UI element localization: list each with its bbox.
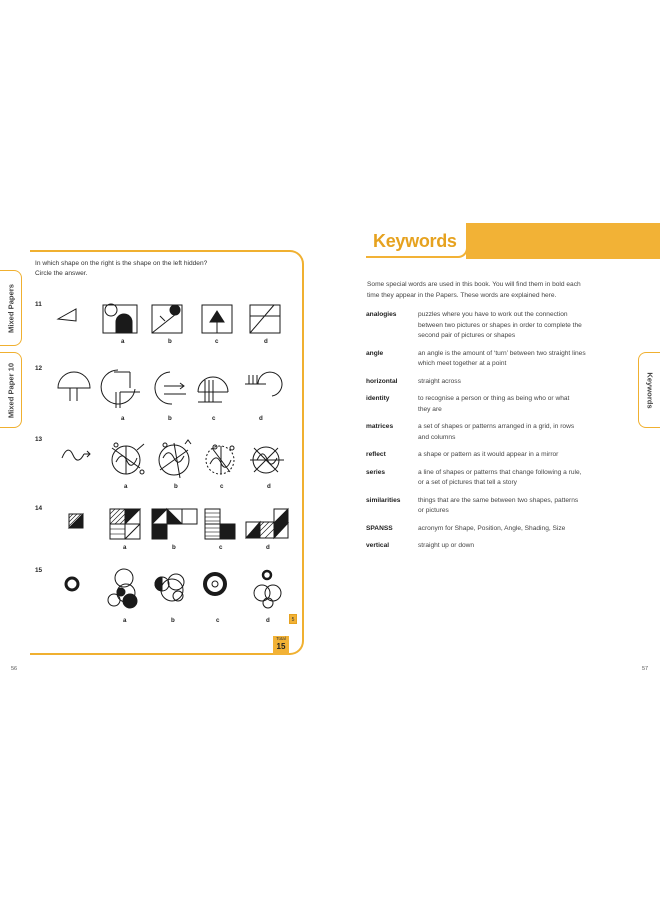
keyword-definition <box>418 310 616 349</box>
keyword-term: identity <box>366 395 390 402</box>
q13-option-d[interactable]: d <box>267 483 271 490</box>
keyword-term: matrices <box>366 423 394 430</box>
definition-line: or a set of pictures that tell a story <box>418 479 517 486</box>
definition-line: acronym for Shape, Position, Angle, Shading, Size <box>418 524 566 532</box>
keyword-definition <box>418 496 616 524</box>
keyword-row <box>366 422 616 450</box>
keyword-row <box>366 468 616 496</box>
question-number-15: 15 <box>35 567 43 574</box>
keyword-row <box>366 377 616 395</box>
definition-line: an angle is the amount of ‘turn’ between two straight lines <box>418 349 586 357</box>
definition-line: second pair of pictures or shapes <box>418 332 516 339</box>
keywords-intro <box>367 280 617 301</box>
keyword-definition <box>418 394 616 422</box>
q11-shape-b <box>152 305 182 333</box>
keyword-row <box>366 541 616 559</box>
keywords-table <box>366 310 616 559</box>
instruction-line-1: In which shape on the right is the shape on the left hidden? <box>35 260 208 267</box>
keyword-term: series <box>366 468 386 476</box>
q15-shape-a <box>108 569 137 608</box>
q15-shape-c <box>205 574 225 594</box>
keyword-definition <box>418 524 616 542</box>
definition-line: or pictures <box>418 507 449 514</box>
q12-shape-c <box>198 377 228 402</box>
q12-shape-b <box>155 372 186 404</box>
keyword-row <box>366 496 616 524</box>
q11-option-c[interactable]: c <box>215 338 219 345</box>
keyword-definition <box>418 468 616 496</box>
definition-line: puzzles where you have to work out the connection <box>418 311 568 318</box>
q15-shape-b <box>155 574 184 601</box>
keyword-row <box>366 524 616 542</box>
keywords-title-bar <box>466 223 660 259</box>
q14-target-shape <box>69 514 83 528</box>
keyword-row <box>366 450 616 468</box>
q14-shape-c <box>205 509 235 539</box>
definition-line: they are <box>418 405 442 413</box>
definition-line: a line of shapes or patterns that change following a rule, <box>418 468 582 476</box>
q11-option-d[interactable]: d <box>264 338 268 345</box>
keyword-definition <box>418 377 616 395</box>
q15-option-c[interactable]: c <box>216 617 220 624</box>
definition-line: to recognise a person or thing as being who or what <box>418 395 570 402</box>
q13-shape-c <box>206 445 234 474</box>
intro-line-2: time they appear in the Papers. These words are explained here. <box>367 291 557 299</box>
definition-line: between two pictures or shapes in order to complete the <box>418 321 582 329</box>
keyword-row <box>366 310 616 349</box>
total-value: 15 <box>276 642 286 651</box>
q14-option-b[interactable]: b <box>172 544 176 551</box>
q14-shape-b <box>152 509 197 539</box>
page-number-left: 56 <box>11 666 18 672</box>
definition-line: straight up or down <box>418 542 475 549</box>
q11-target-shape <box>58 309 76 321</box>
q13-option-a[interactable]: a <box>124 483 128 490</box>
keyword-term: horizontal <box>366 377 398 385</box>
q13-option-b[interactable]: b <box>174 483 178 490</box>
keyword-definition <box>418 541 616 559</box>
q13-option-c[interactable]: c <box>220 483 224 490</box>
keyword-term: SPANSS <box>366 524 393 532</box>
q14-option-a[interactable]: a <box>123 544 127 551</box>
q15-target-shape <box>66 578 78 590</box>
definition-line: a shape or pattern as it would appear in a mirror <box>418 451 559 458</box>
definition-line: and columns <box>418 433 456 441</box>
q12-target-shape <box>58 372 90 401</box>
q14-shape-d <box>246 509 288 538</box>
mixed-papers-tab-label: Mixed Papers <box>6 284 16 333</box>
q15-shape-d <box>254 571 281 608</box>
keyword-row <box>366 394 616 422</box>
question-number-12: 12 <box>35 365 43 372</box>
q11-shape-d <box>250 305 280 333</box>
intro-line-1: Some special words are used in this book. You will find them in bold each <box>367 281 581 288</box>
mixed-paper-10-tab-label: Mixed Paper 10 <box>6 362 16 419</box>
q12-option-d[interactable]: d <box>259 415 263 422</box>
keyword-term: vertical <box>366 542 390 549</box>
keywords-side-tab <box>638 352 660 428</box>
definition-line: straight across <box>418 377 461 385</box>
question-number-14: 14 <box>35 505 43 512</box>
q13-shape-d <box>250 447 284 473</box>
q15-option-b[interactable]: b <box>171 617 175 624</box>
keyword-definition <box>418 422 616 450</box>
question-number-11: 11 <box>35 301 42 308</box>
q15-option-a[interactable]: a <box>123 617 127 624</box>
keyword-term: reflect <box>366 451 386 458</box>
definition-line: which meet together at a point <box>418 360 507 367</box>
q14-shape-a <box>110 509 140 539</box>
q14-option-d[interactable]: d <box>266 544 270 551</box>
q11-shape-a <box>103 304 137 333</box>
keyword-row <box>366 349 616 377</box>
instruction-line-2: Circle the answer. <box>35 270 88 277</box>
keyword-term: angle <box>366 349 384 357</box>
q12-shape-d <box>245 372 282 396</box>
keywords-side-tab-label: Keywords <box>645 372 655 409</box>
q12-shape-a <box>101 370 140 408</box>
q13-shape-b <box>159 440 191 478</box>
q11-option-b[interactable]: b <box>168 338 172 345</box>
q12-option-c[interactable]: c <box>212 415 216 422</box>
total-box <box>273 636 289 655</box>
q12-option-a[interactable]: a <box>121 415 125 422</box>
q11-option-a[interactable]: a <box>121 338 125 345</box>
question-number-13: 13 <box>35 436 43 443</box>
keyword-definition <box>418 450 616 468</box>
q13-shape-a <box>112 443 144 474</box>
definition-line: a set of shapes or patterns arranged in a grid, in rows <box>418 423 575 430</box>
keyword-term: similarities <box>366 496 401 504</box>
keyword-definition <box>418 349 616 377</box>
page-number-right: 57 <box>642 666 649 672</box>
q12-option-b[interactable]: b <box>168 415 172 422</box>
score-box[interactable]: 5 <box>289 614 297 624</box>
keywords-title: Keywords <box>373 231 457 251</box>
q14-option-c[interactable]: c <box>219 544 223 551</box>
q11-shape-c <box>202 305 232 333</box>
total-label: Total <box>276 636 286 641</box>
q13-target-shape <box>62 450 90 460</box>
keyword-term: analogies <box>366 311 397 318</box>
q15-option-d[interactable]: d <box>266 617 270 624</box>
definition-line: things that are the same between two shapes, patterns <box>418 496 579 504</box>
